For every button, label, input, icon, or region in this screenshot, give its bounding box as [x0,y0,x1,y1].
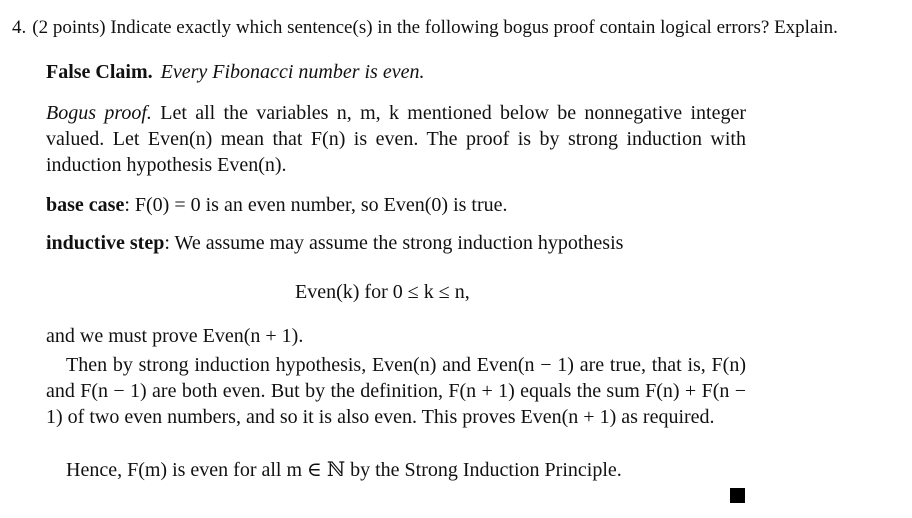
question-number: 4. [12,17,27,38]
inductive-step-text: : We assume may assume the strong induction hypothesis [164,232,624,254]
conclusion-line: Hence, F(m) is even for all m ∈ ℕ by the Strong Induction Principle. [66,459,622,481]
base-case-text: : F(0) = 0 is an even number, so Even(0) is true. [124,194,508,216]
question-heading [12,18,838,37]
display-formula: Even(k) for 0 ≤ k ≤ n, [295,281,470,303]
claim-label: False Claim. [46,61,153,83]
inductive-step-label: inductive step [46,232,165,254]
proof-intro-text: Let all the variables n, m, k mentioned below be nonnegative integer valued. Let Even(n) mean that F(n) is even. The proof is by strong induction with induction hypothesis Even(n). [46,102,746,176]
base-case-label: base case [46,194,125,216]
proof-intro-paragraph [46,100,746,178]
proof-label: Bogus proof. [46,102,152,124]
must-prove-line: and we must prove Even(n + 1). [46,325,304,347]
inductive-step [46,233,623,253]
question-text: (2 points) Indicate exactly which sentence(s) in the following bogus proof contain logical errors? Explain. [32,17,838,38]
claim-text: Every Fibonacci number is even. [160,61,425,83]
argument-paragraph: Then by strong induction hypothesis, Even(n) and Even(n − 1) are true, that is, F(n) and F(n − 1) are both even. But by the definition, F(n + 1) equals the sum F(n) + F(n − 1) of two even numbers, and so it is also even. This proves Even(n + 1) as required. [46,354,746,428]
false-claim [46,62,424,82]
base-case [46,195,508,215]
qed-square-icon [730,488,745,503]
